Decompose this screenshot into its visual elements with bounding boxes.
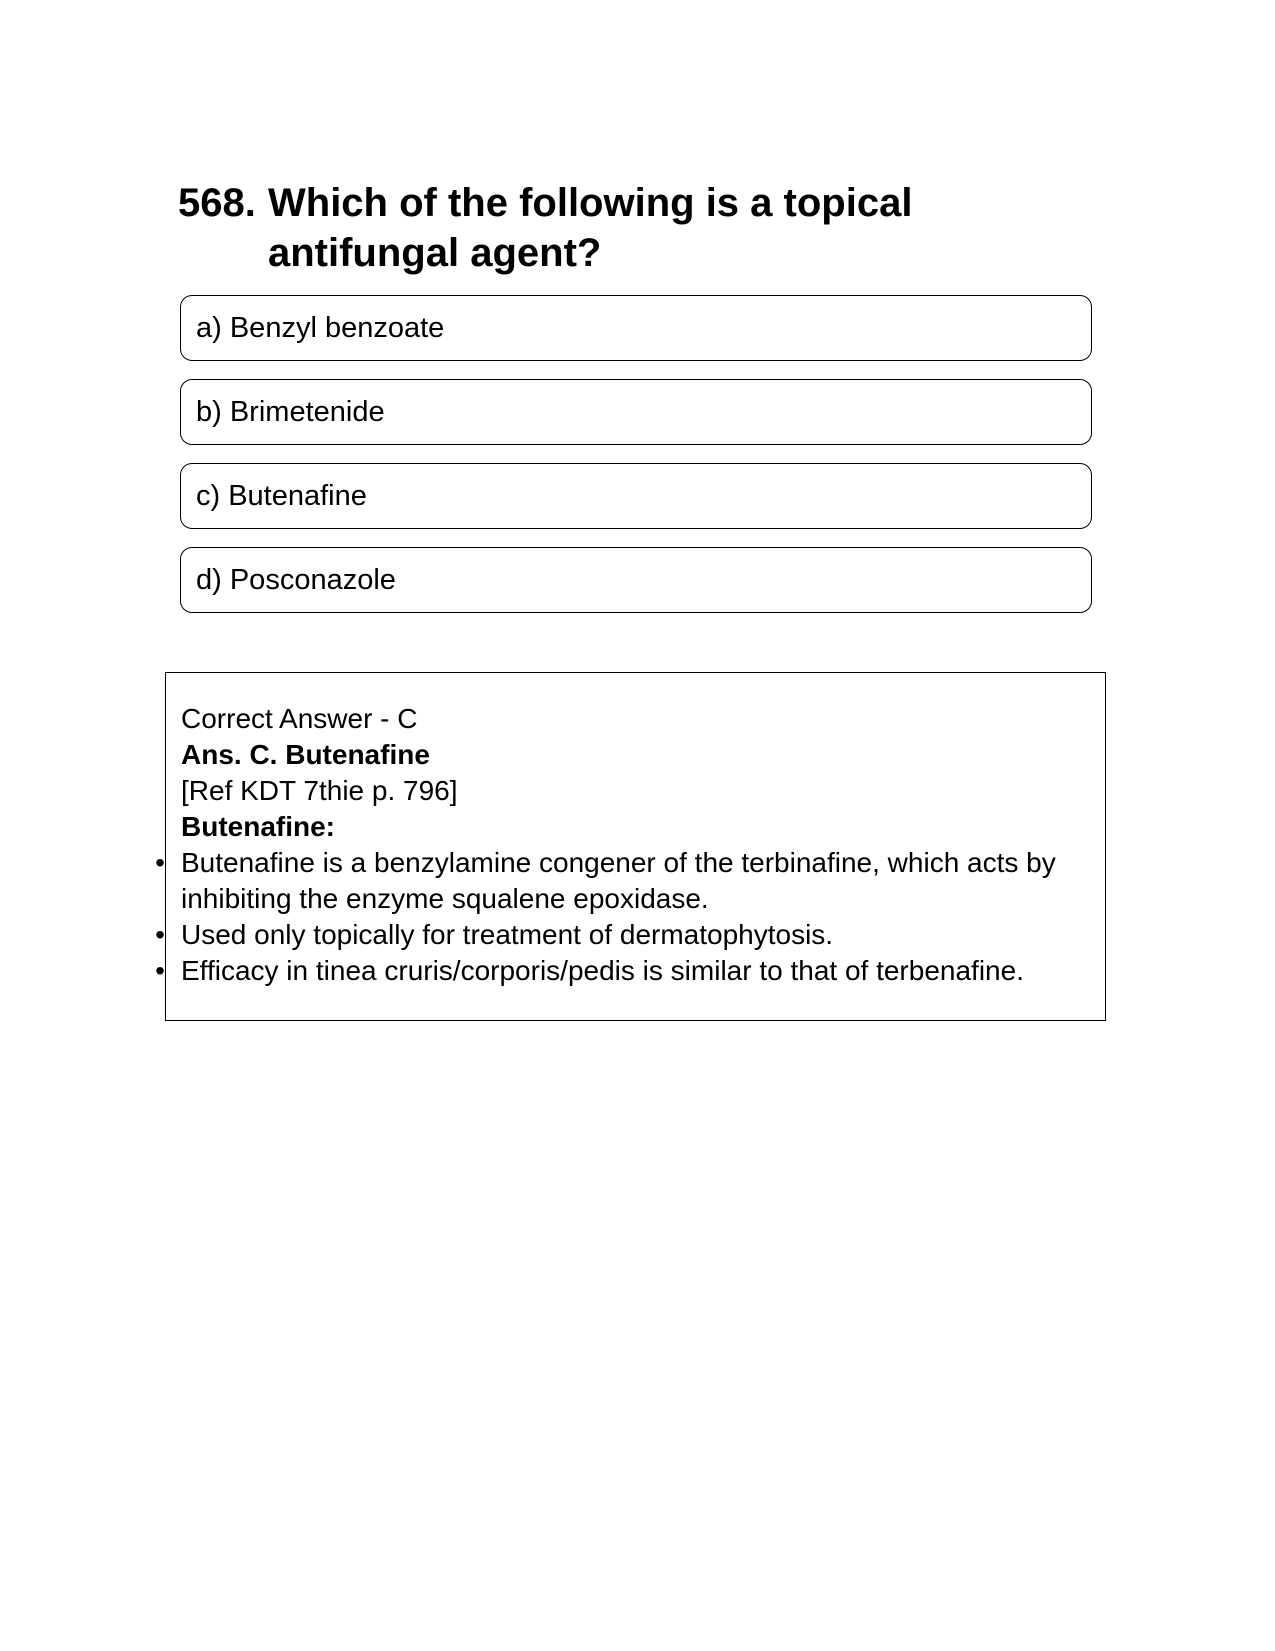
list-item-text: Used only topically for treatment of dermatophytosis. (181, 919, 834, 950)
question-text: Which of the following is a topical antifungal agent? (268, 181, 913, 275)
list-item-text: Efficacy in tinea cruris/corporis/pedis is similar to that of terbenafine. (181, 955, 1024, 986)
option-c[interactable]: c) Butenafine (180, 463, 1092, 529)
question-heading (178, 178, 978, 278)
bullet-icon: • (155, 955, 165, 986)
answer-points-list (155, 845, 1101, 989)
correct-answer-line: Correct Answer - C (181, 703, 418, 734)
answer-reference: [Ref KDT 7thie p. 796] (181, 775, 458, 806)
option-b[interactable]: b) Brimetenide (180, 379, 1092, 445)
list-item (155, 917, 1101, 953)
answer-subheading: Butenafine: (181, 811, 335, 842)
list-item (155, 953, 1101, 989)
bullet-icon: • (155, 919, 165, 950)
question-number: 568. (178, 181, 256, 225)
list-item-text: Butenafine is a benzylamine congener of the terbinafine, which acts by inhibiting the enzyme squalene epoxidase. (181, 847, 1056, 914)
option-d[interactable]: d) Posconazole (180, 547, 1092, 613)
option-a[interactable]: a) Benzyl benzoate (180, 295, 1092, 361)
list-item (155, 845, 1101, 917)
bullet-icon: • (155, 847, 165, 878)
answer-explanation (155, 701, 1101, 989)
answer-heading: Ans. C. Butenafine (181, 739, 430, 770)
